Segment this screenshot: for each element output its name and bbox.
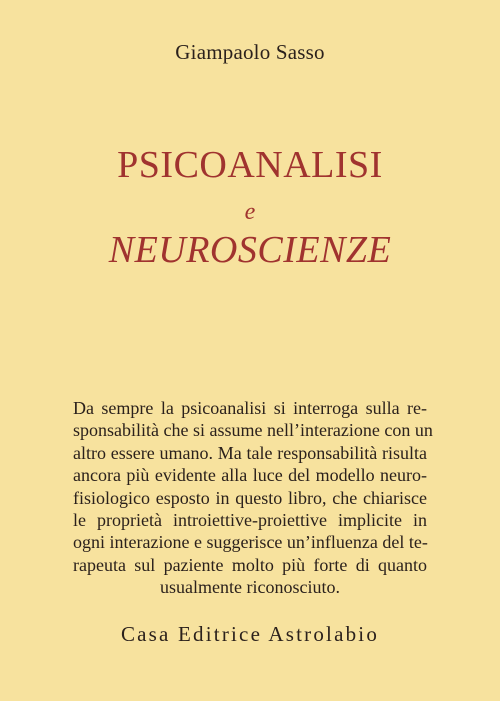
- publisher-name: Casa Editrice Astrolabio: [120, 622, 380, 646]
- blurb-text: [73, 397, 433, 599]
- blurb-line: Da sempre la psicoanalisi si interroga sulla re-: [73, 398, 427, 418]
- blurb-line: ancora più evidente alla luce del modello neuro-: [73, 465, 427, 486]
- blurb-line: altro essere umano. Ma tale responsabilità risulta: [73, 442, 427, 463]
- author-name: Giampaolo Sasso: [175, 40, 325, 64]
- blurb-line: sponsabilità che si assume nell’interazione con un: [73, 420, 433, 441]
- blurb-line: ogni interazione e suggerisce un’influenza del te-: [73, 532, 428, 553]
- title-subtitle: NEUROSCIENZE: [108, 229, 392, 271]
- blurb-line-last: usualmente riconosciuto.: [160, 577, 340, 598]
- title-main: PSICOANALISI: [117, 144, 383, 186]
- blurb-line: rapeuta sul paziente molto più forte di quanto: [73, 554, 427, 575]
- blurb-line: le proprietà introiettive-proiettive implicite in: [73, 509, 427, 530]
- blurb-line: fisiologico esposto in questo libro, che chiarisce: [73, 487, 427, 508]
- title-conjunction: e: [244, 199, 256, 225]
